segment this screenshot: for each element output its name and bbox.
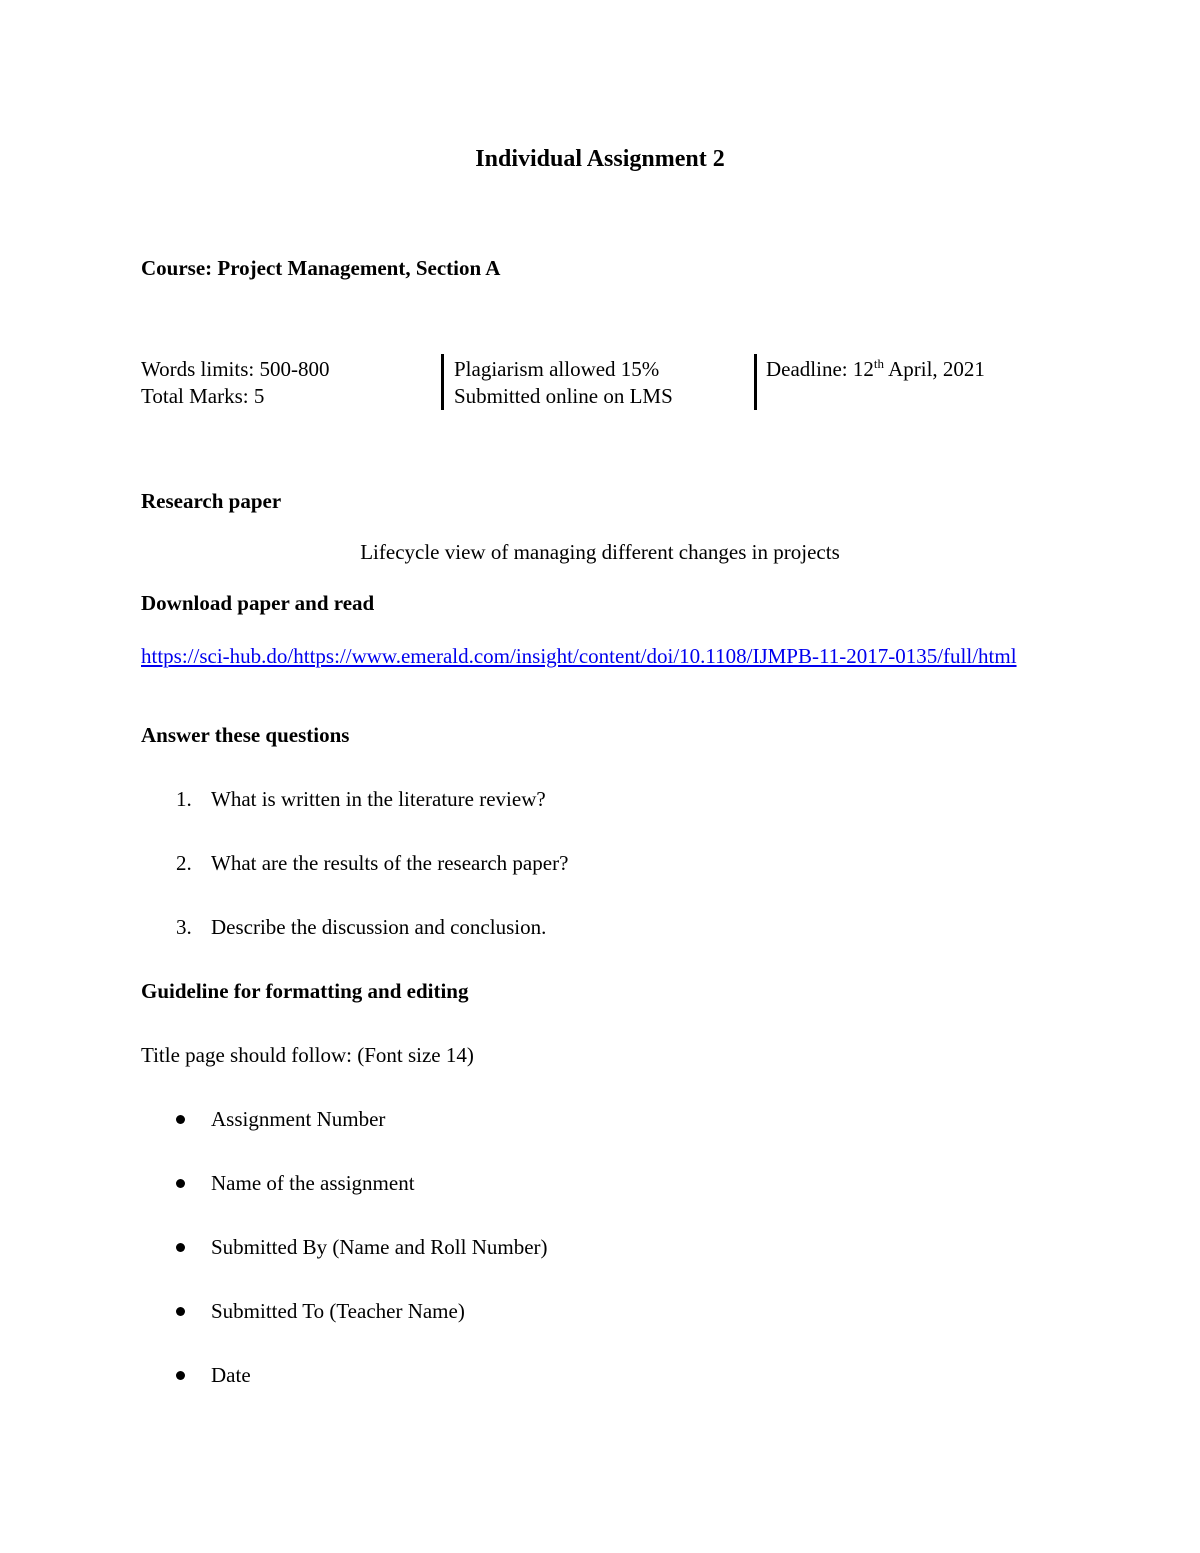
bullet-item: Name of the assignment <box>211 1171 415 1195</box>
bullet-item: Submitted By (Name and Roll Number) <box>211 1235 548 1259</box>
answer-questions-heading: Answer these questions <box>141 723 350 747</box>
column-divider <box>754 354 757 410</box>
deadline-prefix: Deadline: 12 <box>766 357 874 381</box>
bullet-icon <box>176 1243 185 1252</box>
bullet-icon <box>176 1307 185 1316</box>
bullet-item: Submitted To (Teacher Name) <box>211 1299 465 1323</box>
info-column-submission <box>454 356 673 410</box>
bullet-icon <box>176 1371 185 1380</box>
deadline-ordinal: th <box>873 356 885 371</box>
column-divider <box>441 354 444 410</box>
question-number: 3. <box>176 915 192 939</box>
paper-link[interactable]: https://sci-hub.do/https://www.emerald.com/insight/content/doi/10.1108/IJMPB-11-2017-0135/full/html <box>141 644 1017 668</box>
words-limit: Words limits: 500-800 <box>141 357 330 381</box>
bullet-icon <box>176 1115 185 1124</box>
plagiarism-allowed: Plagiarism allowed 15% <box>454 357 660 381</box>
info-column-limits <box>141 356 329 410</box>
research-paper-heading: Research paper <box>141 489 282 513</box>
course-line: Course: Project Management, Section A <box>141 256 501 280</box>
bullet-item: Date <box>211 1363 251 1387</box>
question-number: 1. <box>176 787 192 811</box>
bullet-item: Assignment Number <box>211 1107 386 1131</box>
question-text: What are the results of the research paper? <box>211 851 569 875</box>
question-number: 2. <box>176 851 192 875</box>
download-heading: Download paper and read <box>141 591 375 615</box>
deadline <box>766 356 985 383</box>
question-text: Describe the discussion and conclusion. <box>211 915 547 939</box>
total-marks: Total Marks: 5 <box>141 384 265 408</box>
title-page-instruction: Title page should follow: (Font size 14) <box>141 1043 474 1067</box>
guideline-heading: Guideline for formatting and editing <box>141 979 469 1003</box>
deadline-suffix: April, 2021 <box>884 357 985 381</box>
paper-title: Lifecycle view of managing different changes in projects <box>360 540 840 564</box>
bullet-icon <box>176 1179 185 1188</box>
submission-method: Submitted online on LMS <box>454 384 673 408</box>
question-text: What is written in the literature review? <box>211 787 546 811</box>
document-title: Individual Assignment 2 <box>475 146 725 172</box>
